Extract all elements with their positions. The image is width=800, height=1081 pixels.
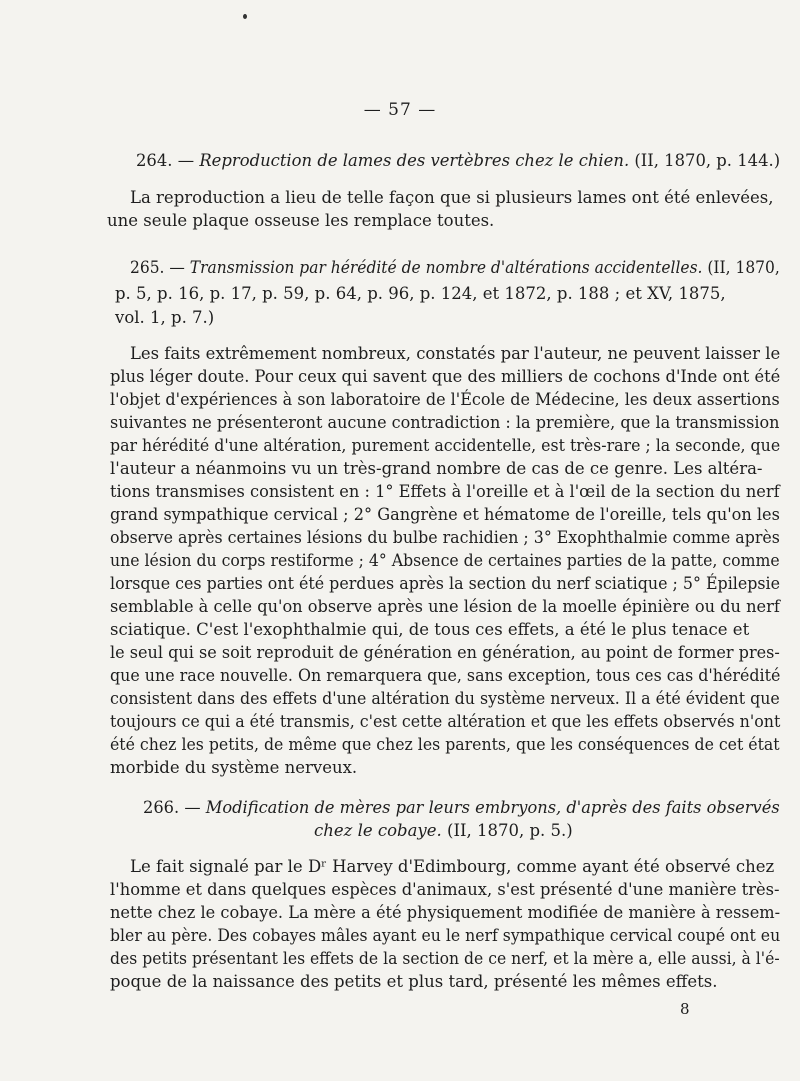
body-line: consistent dans des effets d'une altération du système nerveux. Il a été évident que [110, 689, 780, 708]
section-title-cont: chez le cobaye. [314, 821, 442, 840]
section-number: 264. — [136, 151, 195, 170]
page-number: — 57 — [363, 100, 437, 120]
section-reference-cont: vol. 1, p. 7.) [115, 308, 215, 327]
section-number: 266. — [143, 798, 201, 817]
body-line: lorsque ces parties ont été perdues après la section du nerf sciatique ; 5° Épilepsie [110, 574, 781, 593]
section-title: Modification de mères par leurs embryons, d'après des faits observés [205, 798, 780, 817]
section-266-heading-cont [314, 820, 573, 842]
body-line: observe après certaines lésions du bulbe rachidien ; 3° Exophthalmie comme après [110, 528, 780, 547]
body-line: le seul qui se soit reproduit de génération en génération, au point de former pres- [110, 643, 780, 662]
body-line: que une race nouvelle. On remarquera que, sans exception, tous ces cas d'hérédité [110, 666, 781, 685]
body-line: bler au père. Des cobayes mâles ayant eu le nerf sympathique cervical coupé ont eu [110, 926, 781, 945]
body-line: une seule plaque osseuse les remplace toutes. [107, 211, 495, 230]
body-line: une lésion du corps restiforme ; 4° Absence de certaines parties de la patte, comme [110, 551, 780, 570]
body-line: Le fait signalé par le Dʳ Harvey d'Edimbourg, comme ayant été observé chez [130, 857, 775, 876]
section-title: Transmission par hérédité de nombre d'altérations accidentelles. [189, 258, 703, 277]
section-reference: (II, 1870, p. 144.) [634, 151, 781, 170]
section-reference: (II, 1870, p. 5.) [447, 821, 573, 840]
section-title: Reproduction de lames des vertèbres chez le chien. [199, 151, 630, 170]
body-line: La reproduction a lieu de telle façon que si plusieurs lames ont été enlevées, [130, 188, 774, 207]
body-line: toujours ce qui a été transmis, c'est cette altération et que les effets observés n'ont [110, 712, 781, 731]
body-line: semblable à celle qu'on observe après une lésion de la moelle épinière ou du nerf [110, 597, 780, 616]
body-line: nette chez le cobaye. La mère a été physiquement modifiée de manière à ressem- [110, 903, 781, 922]
body-line: l'auteur a néanmoins vu un très-grand nombre de cas de ce genre. Les altéra- [110, 459, 763, 478]
body-line: l'homme et dans quelques espèces d'animaux, s'est présenté d'une manière très- [110, 880, 780, 899]
section-265-heading [130, 257, 780, 279]
body-line: sciatique. C'est l'exophthalmie qui, de tous ces effets, a été le plus tenace et [110, 620, 750, 639]
body-line: tions transmises consistent en : 1° Effets à l'oreille et à l'œil de la section du nerf [110, 482, 780, 501]
signature-mark: 8 [680, 1000, 690, 1018]
body-line: été chez les petits, de même que chez les parents, que les conséquences de cet état [110, 735, 780, 754]
section-number: 265. — [130, 258, 185, 277]
section-264-heading [136, 150, 780, 172]
body-line: des petits présentant les effets de la section de ce nerf, et la mère a, elle aussi, à l'é- [110, 949, 780, 968]
section-266-heading [143, 797, 780, 819]
body-line: par hérédité d'une altération, purement accidentelle, est très-rare ; la seconde, que [110, 436, 781, 455]
body-line: l'objet d'expériences à son laboratoire de l'École de Médecine, les deux assertions [110, 390, 780, 409]
ink-speck [243, 14, 247, 19]
body-line: plus léger doute. Pour ceux qui savent que des milliers de cochons d'Inde ont été [110, 367, 781, 386]
body-line: Les faits extrêmement nombreux, constatés par l'auteur, ne peuvent laisser le [130, 344, 781, 363]
section-reference-cont: p. 5, p. 16, p. 17, p. 59, p. 64, p. 96, p. 124, et 1872, p. 188 ; et XV, 1875, [115, 284, 726, 303]
body-line: poque de la naissance des petits et plus tard, présenté les mêmes effets. [110, 972, 718, 991]
section-reference: (II, 1870, [707, 258, 780, 277]
body-line: morbide du système nerveux. [110, 758, 358, 777]
body-line: suivantes ne présenteront aucune contradiction : la première, que la transmission [110, 413, 780, 432]
body-line: grand sympathique cervical ; 2° Gangrène et hématome de l'oreille, tels qu'on les [110, 505, 780, 524]
